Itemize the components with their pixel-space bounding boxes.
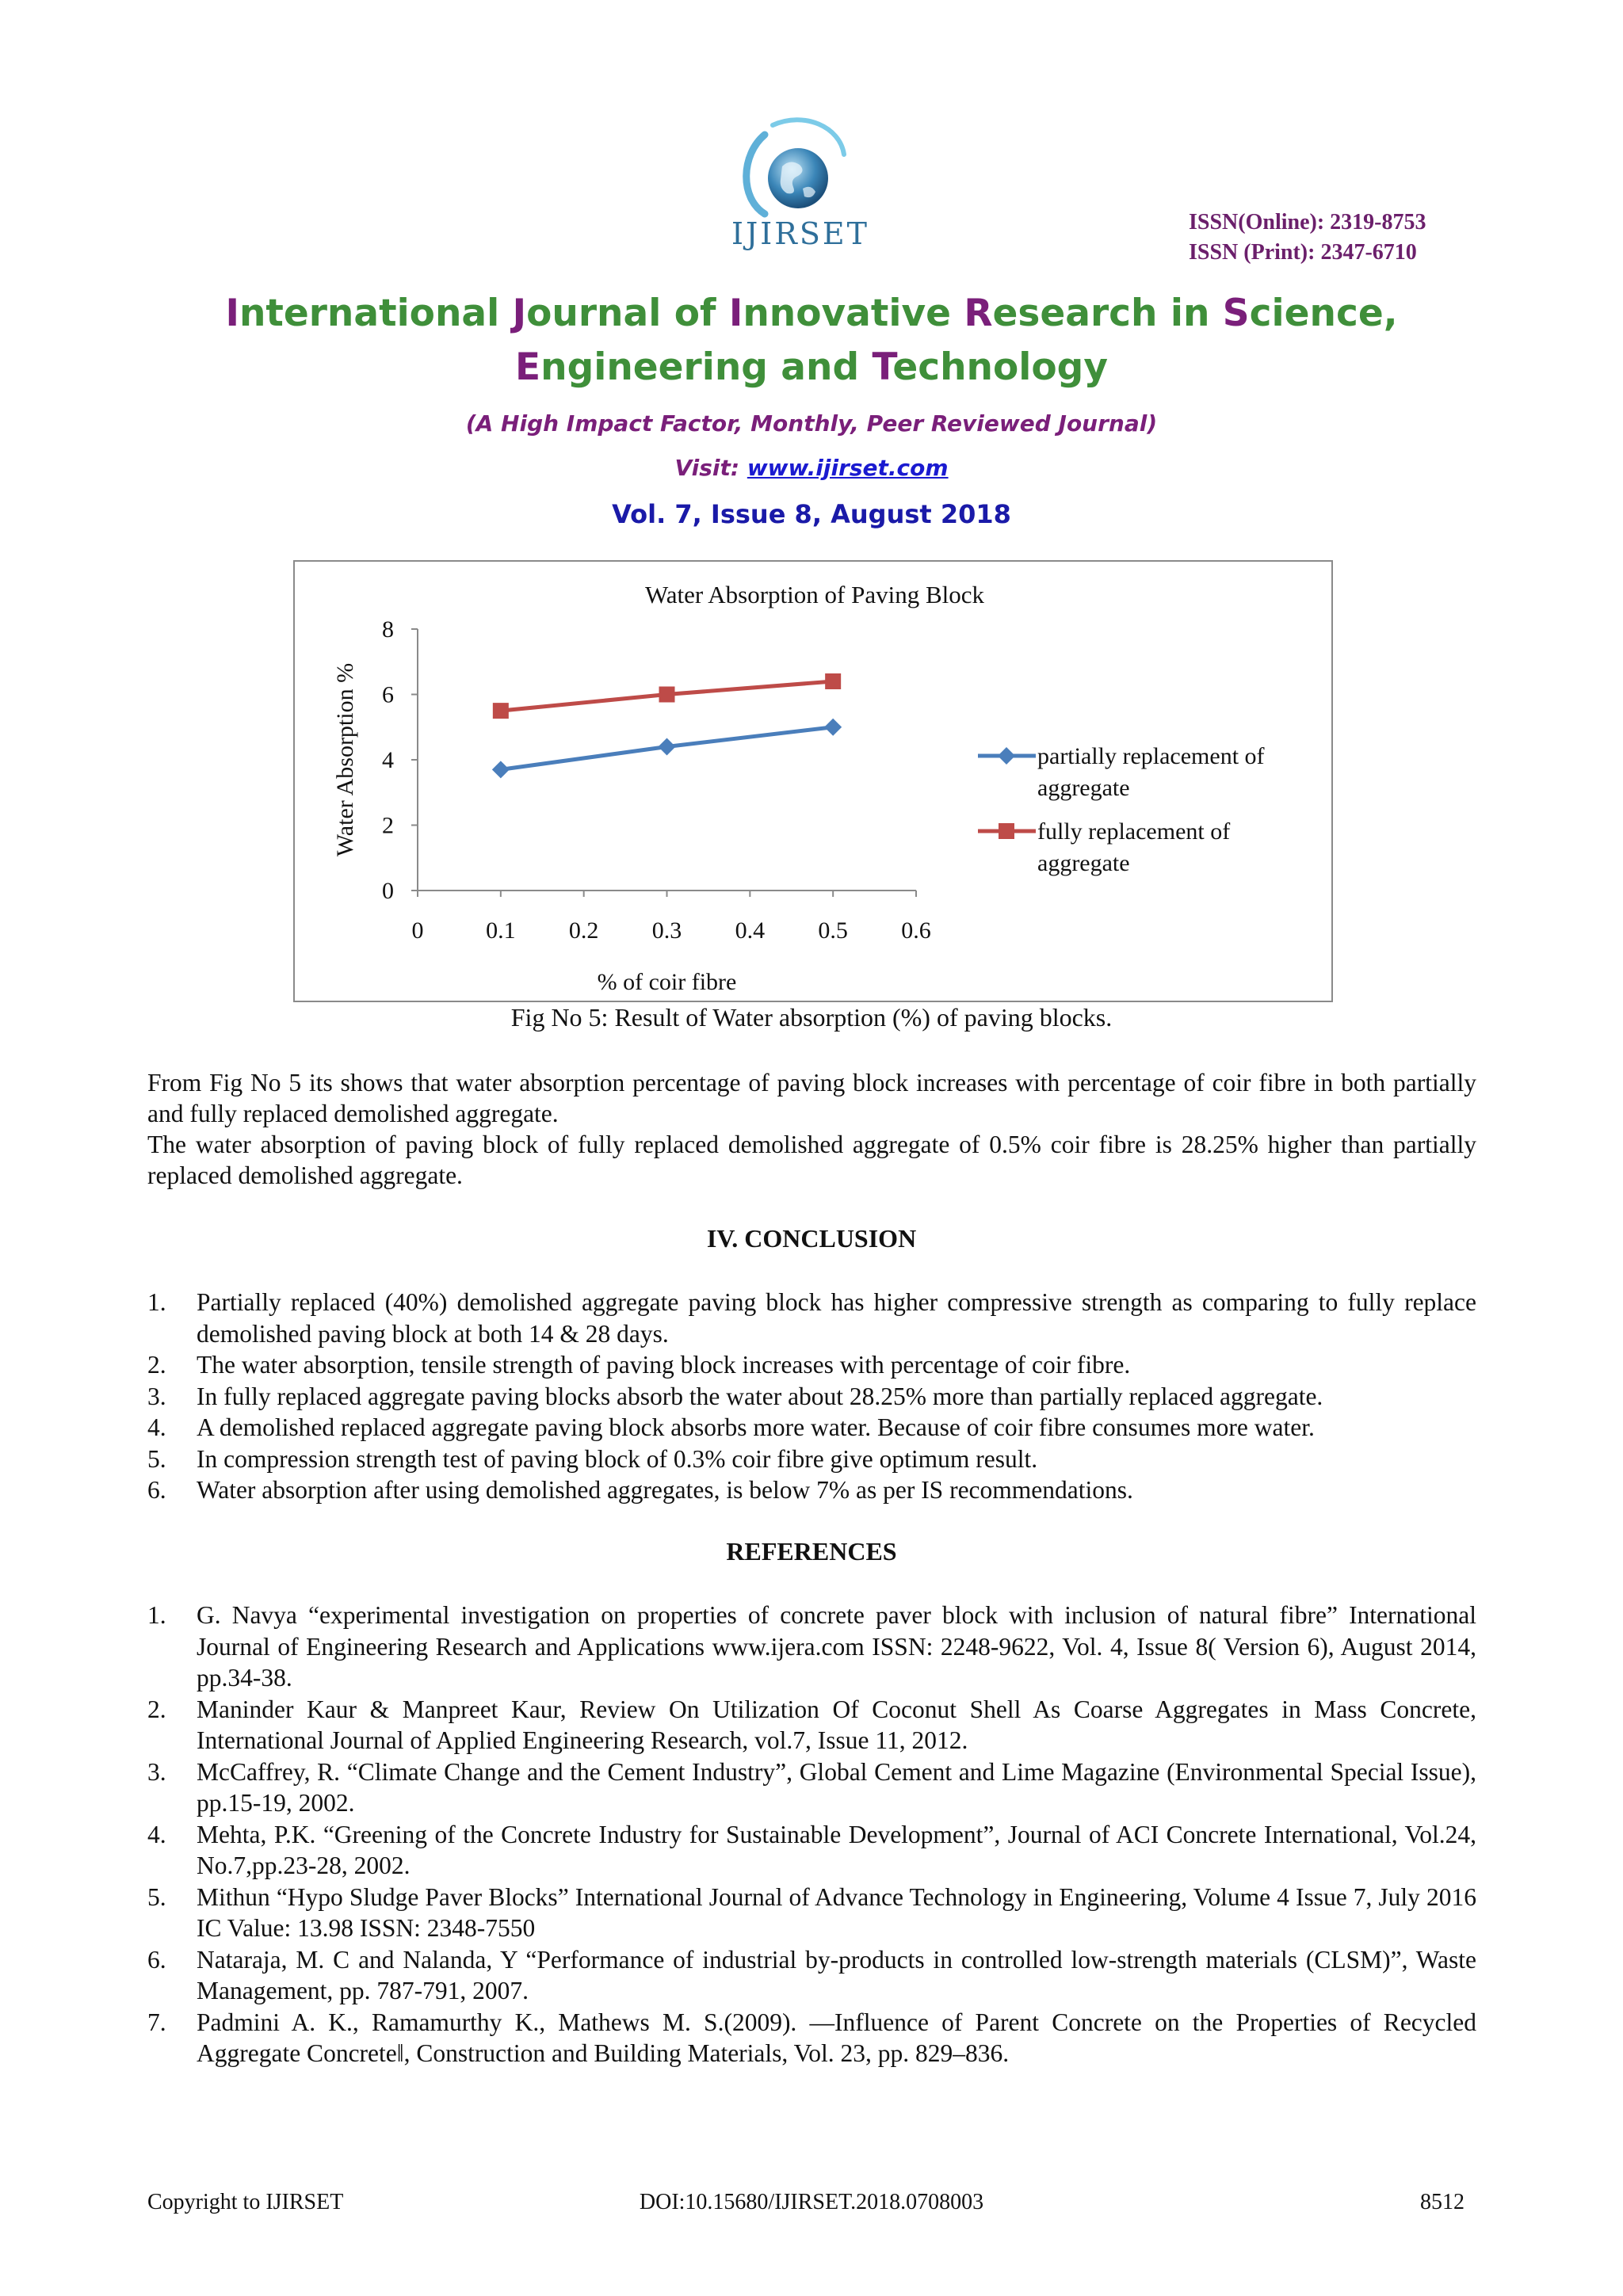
legend-marker-diamond [998, 747, 1015, 765]
x-tick-label: 0 [411, 917, 424, 944]
legend-label: partially replacement of [1037, 743, 1265, 769]
conclusion-item [147, 1349, 1476, 1381]
visit-line [0, 455, 1623, 481]
journal-title-line1 [0, 287, 1623, 341]
reference-item [147, 1694, 1476, 1756]
visit-label: Visit: [674, 455, 747, 481]
references-list [147, 1600, 1476, 2069]
title-capital: I [225, 292, 239, 335]
conclusion-item-number: 5. [147, 1444, 166, 1473]
reference-item-text: Mehta, P.K. “Greening of the Concrete Industry for Sustainable Development”, Journal of ACI Concrete International, Vol.24, No.7,pp.23-28, 2002. [197, 1820, 1476, 1879]
reference-item-number: 5. [147, 1882, 166, 1911]
x-tick-label: 0.4 [735, 917, 766, 944]
reference-item-number: 4. [147, 1820, 166, 1848]
y-tick-label: 4 [382, 747, 394, 773]
reference-item-number: 6. [147, 1945, 166, 1974]
conclusion-list [147, 1287, 1476, 1506]
reference-item-text: Padmini A. K., Ramamurthy K., Mathews M. S.(2009). ―Influence of Parent Concrete on the Properties of Recycled Aggregate Concrete‖, Construction and Building Materials, Vol. 23, pp. 829–836. [197, 2008, 1476, 2067]
volume-issue: Vol. 7, Issue 8, August 2018 [612, 499, 1011, 529]
conclusion-item [147, 1381, 1476, 1413]
references-heading: REFERENCES [726, 1537, 897, 1566]
reference-item-text: Nataraja, M. C and Nalanda, Y “Performance of industrial by-products in controlled low-strength materials (CLSM)”, Waste Management, pp. 787-791, 2007. [197, 1945, 1476, 2004]
conclusion-item-number: 1. [147, 1288, 166, 1316]
x-tick-label: 0.1 [486, 917, 516, 944]
data-point-square [825, 673, 841, 689]
title-capital: T [872, 345, 893, 389]
journal-title-line2 [0, 341, 1623, 395]
y-tick-label: 0 [382, 878, 394, 904]
x-axis-label: % of coir fibre [597, 969, 737, 995]
reference-item [147, 1819, 1476, 1882]
conclusion-item-text: Water absorption after using demolished aggregates, is below 7% as per IS recommendations. [197, 1476, 1133, 1504]
figure-caption: Fig No 5: Result of Water absorption (%) of paving blocks. [510, 1003, 1113, 1032]
reference-item [147, 2007, 1476, 2069]
conclusion-item-text: In fully replaced aggregate paving blocks absorb the water about 28.25% more than partially replaced aggregate. [197, 1382, 1323, 1410]
reference-item-text: Maninder Kaur & Manpreet Kaur, Review On Utilization Of Coconut Shell As Coarse Aggregates in Mass Concrete, International Journal of Applied Engineering Research, vol.7, Issue 11, 2012. [197, 1695, 1476, 1754]
reference-item-number: 7. [147, 2008, 166, 2036]
title-capital: R [964, 292, 993, 335]
conclusion-item-text: The water absorption, tensile strength of paving block increases with percentage of coir fibre. [197, 1351, 1131, 1379]
title-capital: I [728, 292, 743, 335]
y-axis-label: Water Absorption % [332, 662, 358, 857]
title-word: cience, [1249, 292, 1398, 335]
x-tick-label: 0.2 [568, 917, 599, 944]
water-absorption-chart [293, 560, 1333, 1002]
journal-website-link[interactable]: www.ijirset.com [747, 455, 949, 481]
conclusion-item-text: A demolished replaced aggregate paving block absorbs more water. Because of coir fibre consumes more water. [197, 1413, 1315, 1441]
title-capital: E [515, 345, 541, 389]
reference-item [147, 1756, 1476, 1819]
conclusion-item [147, 1412, 1476, 1444]
reference-item-number: 1. [147, 1601, 166, 1629]
title-capital: J [512, 292, 527, 335]
footer-page-number: 8512 [1420, 2190, 1465, 2214]
data-point-square [659, 687, 675, 703]
conclusion-item-number: 4. [147, 1413, 166, 1441]
y-tick-label: 6 [382, 681, 394, 708]
reference-item-number: 2. [147, 1695, 166, 1723]
chart-svg [295, 562, 1335, 1004]
x-tick-label: 0.6 [901, 917, 931, 944]
paragraph-1: From Fig No 5 its shows that water absorption percentage of paving block increases with percentage of coir fibre in both partially and fully replaced demolished aggregate. [147, 1069, 1476, 1127]
reference-item-text: G. Navya “experimental investigation on properties of concrete paver block with inclusion of natural fibre” International Journal of Engineering Research and Applications www.ijera.com ISSN: 2248-9622, Vol. 4, Issue 8( Version 6), August 2014, pp.34-38. [197, 1601, 1476, 1691]
title-word: nternational [239, 292, 513, 335]
title-word: ournal of [526, 292, 729, 335]
issn-online: ISSN(Online): 2319-8753 [1189, 210, 1426, 235]
conclusion-item-number: 2. [147, 1351, 166, 1379]
reference-item-number: 3. [147, 1757, 166, 1786]
reference-item-text: Mithun “Hypo Sludge Paver Blocks” International Journal of Advance Technology in Engineering, Volume 4 Issue 7, July 2016 IC Value: 13.98 ISSN: 2348-7550 [197, 1882, 1476, 1942]
y-tick-label: 2 [382, 812, 394, 839]
data-point-square [493, 703, 509, 719]
title-capital: S [1222, 292, 1250, 335]
legend-marker-square [999, 823, 1014, 839]
data-point-diamond [492, 761, 510, 778]
conclusion-item-number: 3. [147, 1382, 166, 1410]
data-point-diamond [824, 719, 842, 736]
reference-item [147, 1882, 1476, 1944]
conclusion-item [147, 1444, 1476, 1475]
issn-print: ISSN (Print): 2347-6710 [1189, 240, 1417, 265]
journal-subtitle: (A High Impact Factor, Monthly, Peer Reviewed Journal) [465, 410, 1158, 437]
reference-item [147, 1600, 1476, 1694]
paragraph-2: The water absorption of paving block of fully replaced demolished aggregate of 0.5% coir fibre is 28.25% higher than partially replaced demolished aggregate. [147, 1131, 1476, 1189]
chart-title: Water Absorption of Paving Block [644, 581, 985, 608]
footer-copyright: Copyright to IJIRSET [147, 2190, 344, 2214]
footer-doi: DOI:10.15680/IJIRSET.2018.0708003 [639, 2190, 984, 2214]
legend-label: aggregate [1037, 850, 1130, 876]
reference-item-text: McCaffrey, R. “Climate Change and the Cement Industry”, Global Cement and Lime Magazine (Environmental Special Issue), pp.15-19, 2002. [197, 1757, 1476, 1817]
reference-item [147, 1944, 1476, 2007]
title-word: nnovative [743, 292, 964, 335]
issn-block [1189, 208, 1426, 268]
title-word: echnology [892, 345, 1108, 389]
x-tick-label: 0.3 [651, 917, 682, 944]
conclusion-item-number: 6. [147, 1476, 166, 1504]
x-tick-label: 0.5 [818, 917, 848, 944]
conclusion-item [147, 1287, 1476, 1349]
journal-logo [709, 111, 892, 261]
y-tick-label: 8 [382, 616, 394, 643]
conclusion-item-text: Partially replaced (40%) demolished aggregate paving block has higher compressive strength as comparing to fully replace demolished paving block at both 14 & 28 days. [197, 1288, 1476, 1348]
title-word: ngineering and [540, 345, 873, 389]
svg-text:IJIRSET: IJIRSET [731, 216, 869, 251]
title-word: esearch in [992, 292, 1223, 335]
data-point-diamond [659, 738, 676, 756]
legend-label: fully replacement of [1037, 818, 1231, 845]
journal-title [0, 287, 1623, 395]
conclusion-heading: IV. CONCLUSION [706, 1224, 917, 1253]
conclusion-item-text: In compression strength test of paving block of 0.3% coir fibre give optimum result. [197, 1444, 1038, 1473]
conclusion-item [147, 1474, 1476, 1506]
legend-label: aggregate [1037, 775, 1130, 801]
